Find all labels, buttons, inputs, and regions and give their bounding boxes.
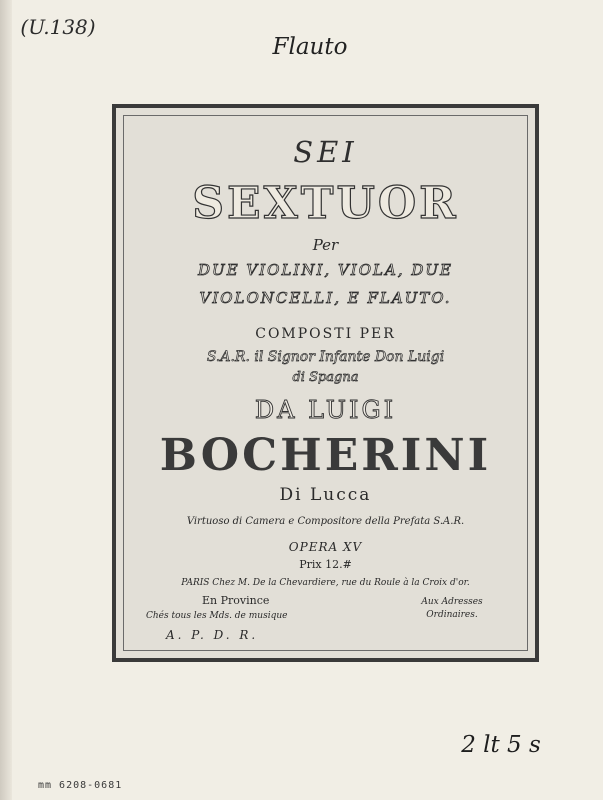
title-per: Per	[312, 236, 339, 254]
price-engraved: Prix 12.#	[299, 558, 352, 571]
publisher-imprint: PARIS Chez M. De la Chevardiere, rue du Roule à la Croix d'or.	[181, 578, 470, 588]
dedicatee-line-1: S.A.R. il Signor Infante Don Luigi	[206, 349, 445, 365]
opus-number: OPERA XV	[288, 540, 363, 554]
ordinaires-line: Ordinaires.	[426, 610, 478, 620]
composti-per: COMPOSTI PER	[255, 326, 396, 342]
music-dealers: Chés tous les Mds. de musique	[146, 611, 288, 621]
dedicatee-line-2: di Spagna	[292, 370, 359, 385]
composer-name: BOCHERINI	[159, 430, 492, 481]
da-luigi: DA LUIGI	[254, 396, 397, 424]
aux-adresses	[412, 596, 492, 622]
title-sextuor: SEXTUOR	[192, 178, 459, 229]
library-stamp: mm 6208-0681	[38, 780, 123, 791]
instruments-line-1: DUE VIOLINI, VIOLA, DUE	[198, 261, 453, 279]
shelfmark-annotation: (U.138)	[20, 15, 96, 39]
aux-adresses-line: Aux Adresses	[421, 597, 483, 607]
title-sei: SEI	[293, 135, 358, 169]
handwritten-price: 2 lt 5 s	[461, 732, 541, 758]
binding-spine	[0, 0, 12, 800]
instruments-line-2: VIOLONCELLI, E FLAUTO.	[199, 289, 452, 307]
privilege-mark: A. P. D. R.	[166, 628, 259, 642]
composer-origin: Di Lucca	[279, 485, 372, 505]
en-province: En Province	[202, 594, 270, 607]
engraved-title-plate	[112, 104, 539, 662]
handwritten-part-title: Flauto	[272, 34, 348, 60]
composer-title: Virtuoso di Camera e Compositore della Prefata S.A.R.	[186, 516, 465, 527]
